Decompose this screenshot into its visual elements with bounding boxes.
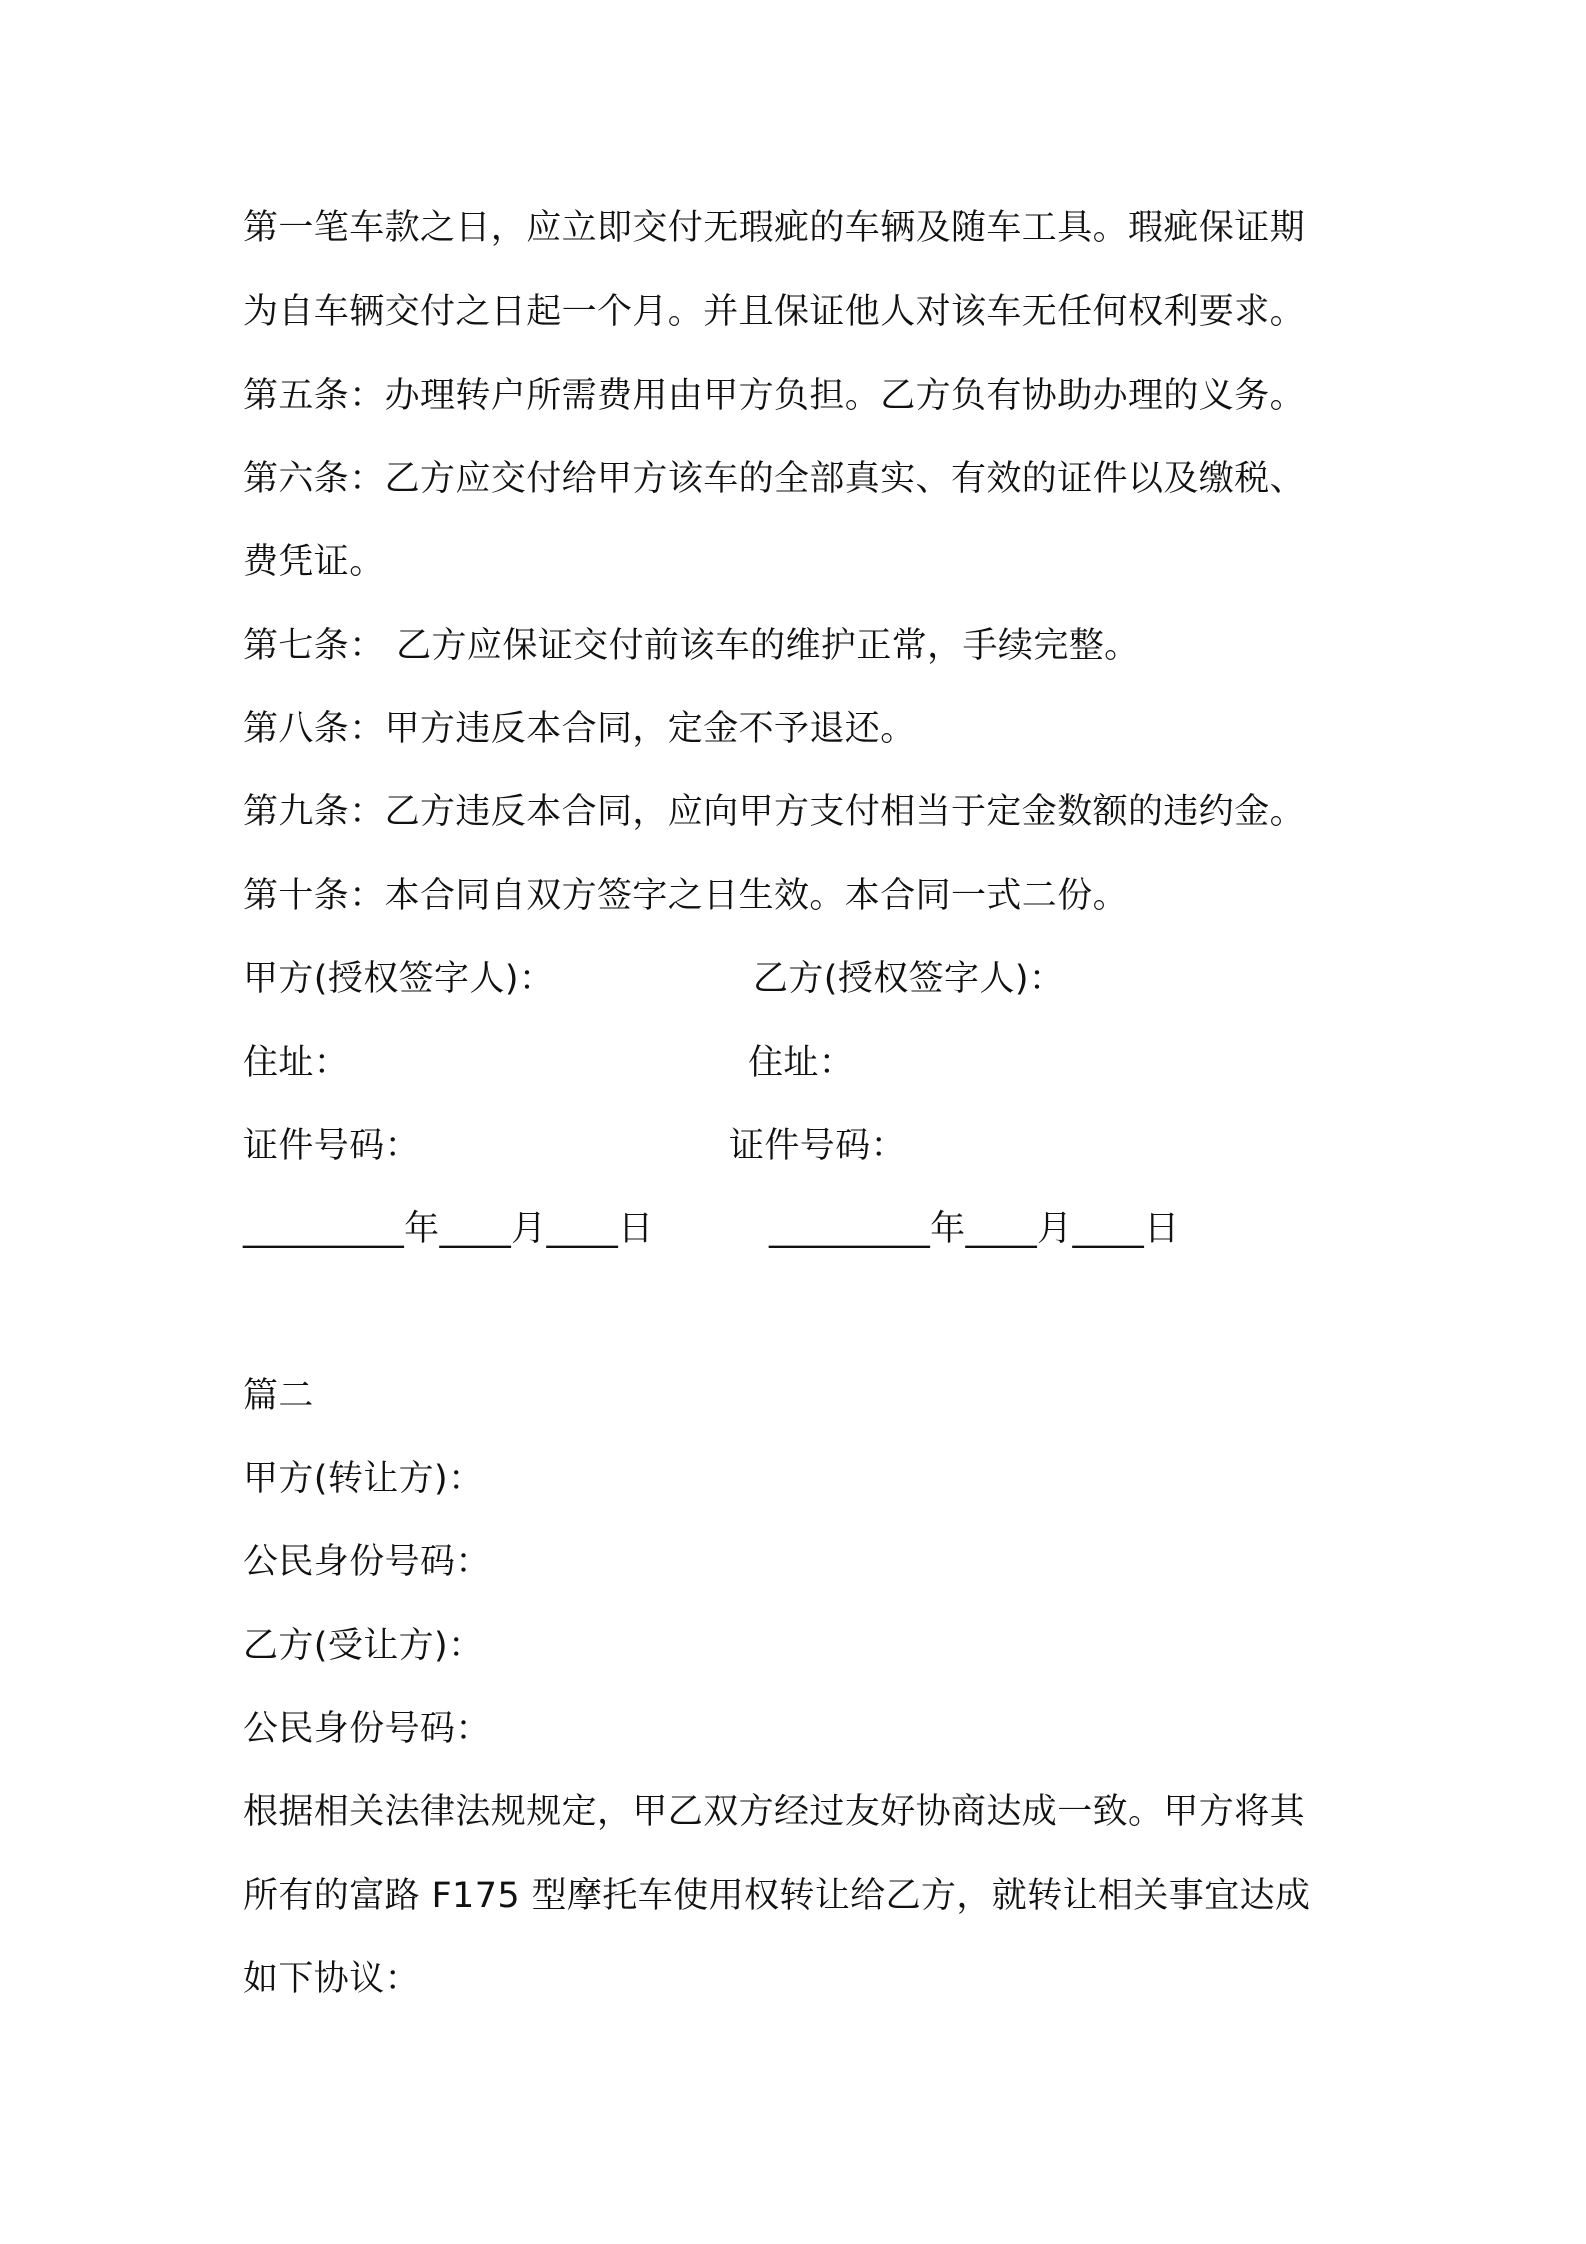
signature-party-row (243, 955, 1065, 1003)
section-heading: 篇二 (243, 1376, 314, 1416)
intro-line-2: 所有的富路 F175 型摩托车使用权转让给乙方，就转让相关事宜达成 (243, 1876, 1311, 1916)
intro-line-1: 根据相关法律法规规定，甲乙双方经过友好协商达成一致。甲方将其 (243, 1792, 1306, 1832)
party-b-id-label: 证件号码： (729, 1126, 907, 1166)
party-b-address-label: 住址： (748, 1043, 855, 1083)
party-b-date: _________年____月____日 (769, 1209, 1180, 1249)
party-a-address-label: 住址： (243, 1043, 350, 1083)
signature-address-row (243, 1039, 855, 1087)
article-9: 第九条：乙方违反本合同，应向甲方支付相当于定金数额的违约金。 (243, 792, 1306, 832)
transferee-id-label: 公民身份号码： (243, 1709, 491, 1749)
party-a-signatory-label: 甲方(授权签字人)： (243, 959, 555, 999)
party-a-id-label: 证件号码： (243, 1126, 421, 1166)
article-6-line-1: 第六条：乙方应交付给甲方该车的全部真实、有效的证件以及缴税、 (243, 459, 1306, 499)
article-10: 第十条：本合同自双方签字之日生效。本合同一式二份。 (243, 876, 1129, 916)
article-8: 第八条：甲方违反本合同，定金不予退还。 (243, 709, 916, 749)
paragraph-line: 为自车辆交付之日起一个月。并且保证他人对该车无任何权利要求。 (243, 292, 1306, 332)
article-6-line-2: 费凭证。 (243, 542, 385, 582)
transferor-id-label: 公民身份号码： (243, 1542, 491, 1582)
signature-date-row (243, 1205, 1180, 1253)
party-a-date: _________年____月____日 (243, 1209, 654, 1249)
paragraph-line: 第一笔车款之日，应立即交付无瑕疵的车辆及随车工具。瑕疵保证期 (243, 208, 1306, 248)
article-7: 第七条： 乙方应保证交付前该车的维护正常，手续完整。 (243, 626, 1140, 666)
transferee-label: 乙方(受让方)： (243, 1626, 484, 1666)
transferor-label: 甲方(转让方)： (243, 1459, 484, 1499)
party-b-signatory-label: 乙方(授权签字人)： (753, 959, 1065, 999)
article-5: 第五条：办理转户所需费用由甲方负担。乙方负有协助办理的义务。 (243, 376, 1306, 416)
signature-id-row (243, 1122, 907, 1170)
intro-line-3: 如下协议： (243, 1959, 421, 1999)
